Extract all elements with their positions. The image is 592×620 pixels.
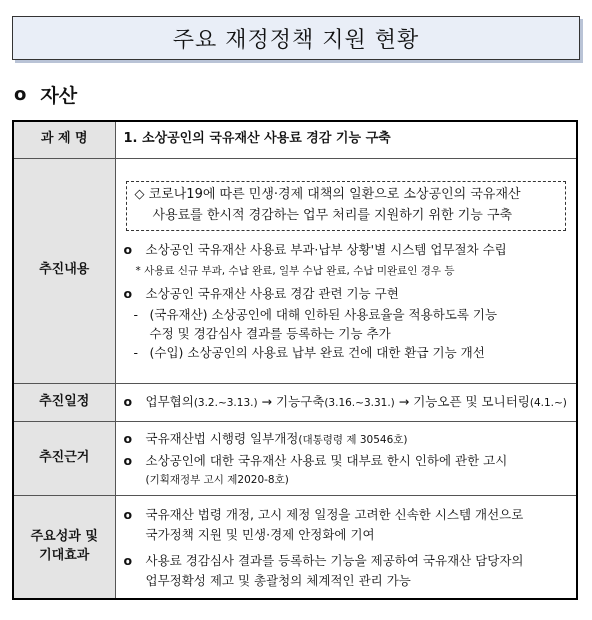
content-item-1-text: 소상공인 국유재산 사용료 부과·납부 상황'별 시스템 업무절차 수립: [145, 241, 507, 257]
label-basis: 추진근거: [13, 421, 115, 495]
basis-item-2-ref: (기획재정부 고시 제2020-8호): [145, 473, 289, 486]
label-schedule: 추진일정: [13, 383, 115, 421]
label-outcome-line-2: 기대효과: [39, 547, 90, 563]
bullet-marker: o: [123, 453, 133, 469]
row-content: [13, 158, 577, 383]
content-dash-1-cont: 수정 및 경감심사 결과를 등록하는 기능 추가: [149, 326, 391, 342]
basis-item-2: [124, 450, 569, 472]
section-label: 자산: [40, 84, 78, 107]
label-outcome: [13, 495, 115, 599]
section-heading: [14, 80, 77, 108]
row-basis: [13, 421, 577, 495]
page-title-box: [12, 16, 580, 60]
arrow-icon: →: [261, 393, 273, 409]
basis-item-1-ref: (대통령령 제 30546호): [298, 434, 408, 447]
schedule-text: [146, 393, 567, 411]
summary-line-2: 사용료를 한시적 경감하는 업무 처리를 지원하기 위한 기능 구축: [152, 207, 513, 223]
outcome-item-1-text: 국유재산 법령 개정, 고시 제정 일정을 고려한 신속한 시스템 개선으로: [145, 506, 524, 522]
schedule-step-1-period: (3.2.~3.13.): [193, 396, 258, 409]
bullet-marker: o: [123, 241, 133, 257]
policy-table: [12, 120, 578, 600]
content-dash-1: [124, 305, 569, 325]
schedule-step-2-period: (3.16.~3.31.): [324, 396, 395, 409]
basis-item-1-text: [146, 430, 408, 448]
bullet-marker: o: [123, 506, 133, 522]
page-title: 주요 재정정책 지원 현황: [172, 27, 420, 53]
content-dash-2-text: (수입) 소상공인의 사용료 납부 완료 건에 대한 환급 기능 개선: [149, 345, 485, 361]
label-outcome-line-1: 주요성과 및: [30, 528, 98, 544]
row-task-name: [13, 121, 577, 158]
row-schedule: [13, 383, 577, 421]
content-item-1: [124, 239, 569, 261]
schedule-step-2: 기능구축: [276, 393, 325, 409]
value-schedule: [115, 383, 577, 421]
outcome-item-2-cont: 업무정확성 제고 및 총괄청의 체계적인 관리 가능: [145, 572, 411, 588]
dash-marker: -: [133, 307, 139, 323]
schedule-step-3: 기능오픈 및 모니터링: [413, 393, 530, 409]
basis-item-1: [124, 428, 569, 450]
bullet-marker: o: [123, 393, 133, 409]
schedule-step-3-period: (4.1.~): [529, 396, 567, 409]
arrow-icon: →: [398, 393, 410, 409]
label-content: 추진내용: [13, 158, 115, 383]
bullet-marker: o: [123, 552, 133, 568]
content-item-2-text: 소상공인 국유재산 사용료 경감 관련 기능 구현: [145, 286, 399, 302]
dash-marker: -: [133, 345, 139, 361]
section-bullet: o: [14, 83, 27, 105]
basis-item-1-title: 국유재산법 시행령 일부개정: [145, 431, 299, 447]
summary-line-1: ◇ 코로나19에 따른 민생·경제 대책의 일환으로 소상공인의 국유재산: [134, 187, 521, 203]
outcome-item-1: [124, 504, 569, 526]
outcome-item-1-cont: 국가정책 지원 및 민생·경제 안정화에 기여: [145, 526, 375, 542]
outcome-item-2-text: 사용료 경감심사 결과를 등록하는 기능을 제공하여 국유재산 담당자의: [145, 552, 524, 568]
schedule-step-1: 업무협의: [145, 393, 194, 409]
bullet-marker: o: [123, 286, 133, 302]
value-content: [115, 158, 577, 383]
basis-item-2-text: 소상공인에 대한 국유재산 사용료 및 대부료 한시 인하에 관한 고시: [145, 453, 508, 469]
value-outcome: [115, 495, 577, 599]
content-dash-2: [124, 343, 569, 363]
content-dash-1-text: (국유재산) 소상공인에 대해 인하된 사용료율을 적용하도록 기능: [149, 307, 498, 323]
summary-box: [126, 181, 567, 230]
outcome-item-2: [124, 550, 569, 572]
row-outcome: [13, 495, 577, 599]
schedule-line: [124, 391, 569, 413]
value-task-name: 1. 소상공인의 국유재산 사용료 경감 기능 구축: [115, 121, 577, 158]
bullet-marker: o: [123, 431, 133, 447]
label-task-name: 과 제 명: [13, 121, 115, 158]
content-note: * 사용료 신규 부과, 수납 완료, 일부 수납 완료, 수납 미완료인 경우 등: [135, 264, 455, 277]
value-basis: [115, 421, 577, 495]
content-item-2: [124, 283, 569, 305]
